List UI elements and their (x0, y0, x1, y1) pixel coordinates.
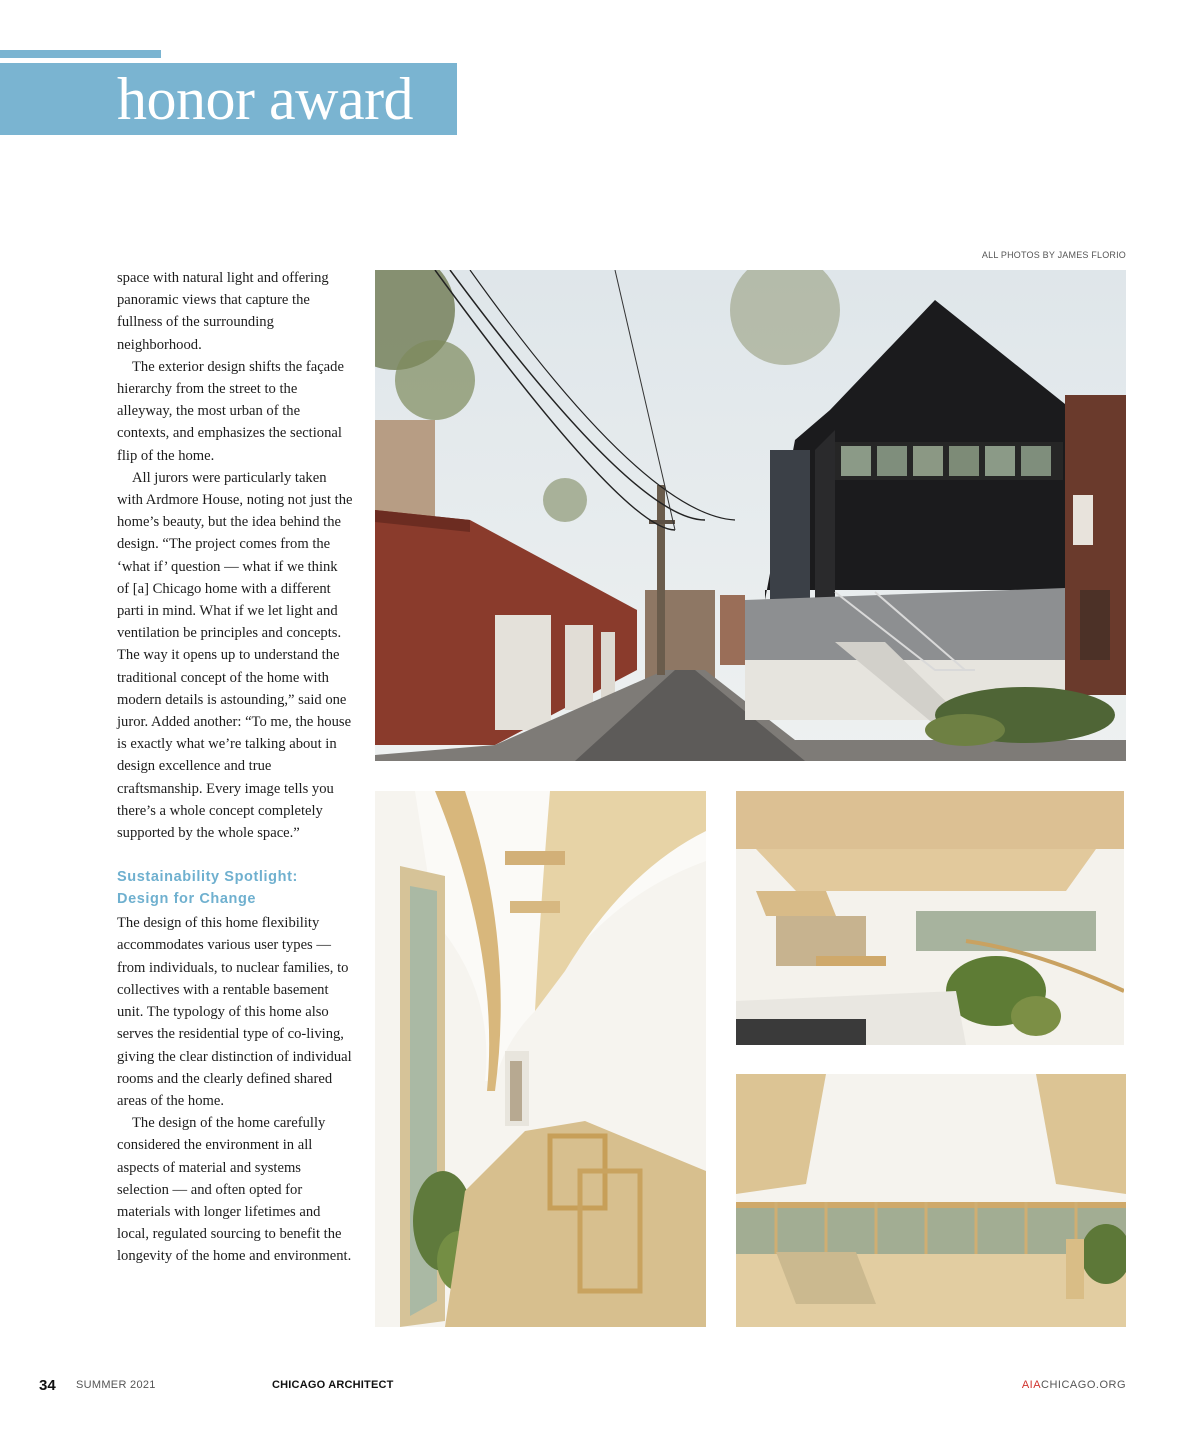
header-accent-rule (0, 50, 161, 58)
website-rest: CHICAGO.ORG (1041, 1379, 1126, 1391)
exterior-photo (375, 270, 1126, 761)
kitchen-photo (736, 791, 1124, 1045)
website-prefix: AIA (1021, 1379, 1042, 1391)
website-link[interactable] (1022, 1379, 1126, 1391)
sidebar-paragraph: The design of this home flexibility accommodates various user types — from individuals, to nuclear families, to collectives with a rentable basement unit. The typology of this home also serves the residential type of co-living, giving the clear distinction of individual rooms and the clearly defined shared areas of the home. (117, 915, 352, 1109)
sidebar-heading (117, 866, 353, 910)
sidebar-heading-line-2: Design for Change (117, 891, 257, 908)
hallway-photo (375, 791, 706, 1327)
loft-photo (736, 1074, 1126, 1327)
photo-credit: ALL PHOTOS BY JAMES FLORIO (981, 250, 1126, 260)
article-column (117, 267, 353, 1268)
page-number: 34 (39, 1377, 56, 1394)
sidebar-paragraph: The design of the home carefully considered the environment in all aspects of material and systems selection — and often opted for materials with longer lifetimes and local, regulated sourcing to benefit the longevity of the home and environment. (117, 1115, 352, 1265)
article-paragraph: All jurors were particularly taken with Ardmore House, noting not just the home’s beauty, but the idea behind the design. “The project comes from the ‘what if’ question — what if we think of [a] Chicago home with a different parti in mind. What if we let light and ventilation be principles and concepts. The way it opens up to understand the traditional concept of the home with modern details is astounding,” said one juror. Added another: “To me, the house is exactly what we’re talking about in design excellence and true craftsmanship. Every image tells you there’s a whole concept completely supported by the whole space.” (117, 469, 353, 842)
magazine-name: CHICAGO ARCHITECT (272, 1379, 394, 1391)
section-title: honor award (117, 66, 414, 132)
sidebar-heading-line-1: Sustainability Spotlight: (117, 869, 298, 886)
article-paragraph: space with natural light and offering panoramic views that capture the fullness of the surrounding neighborhood. (117, 270, 329, 353)
issue-label: SUMMER 2021 (76, 1379, 156, 1391)
article-paragraph: The exterior design shifts the façade hierarchy from the street to the alleyway, the most urban of the contexts, and emphasizes the sectional flip of the home. (117, 358, 344, 464)
page-footer (0, 1377, 1200, 1397)
